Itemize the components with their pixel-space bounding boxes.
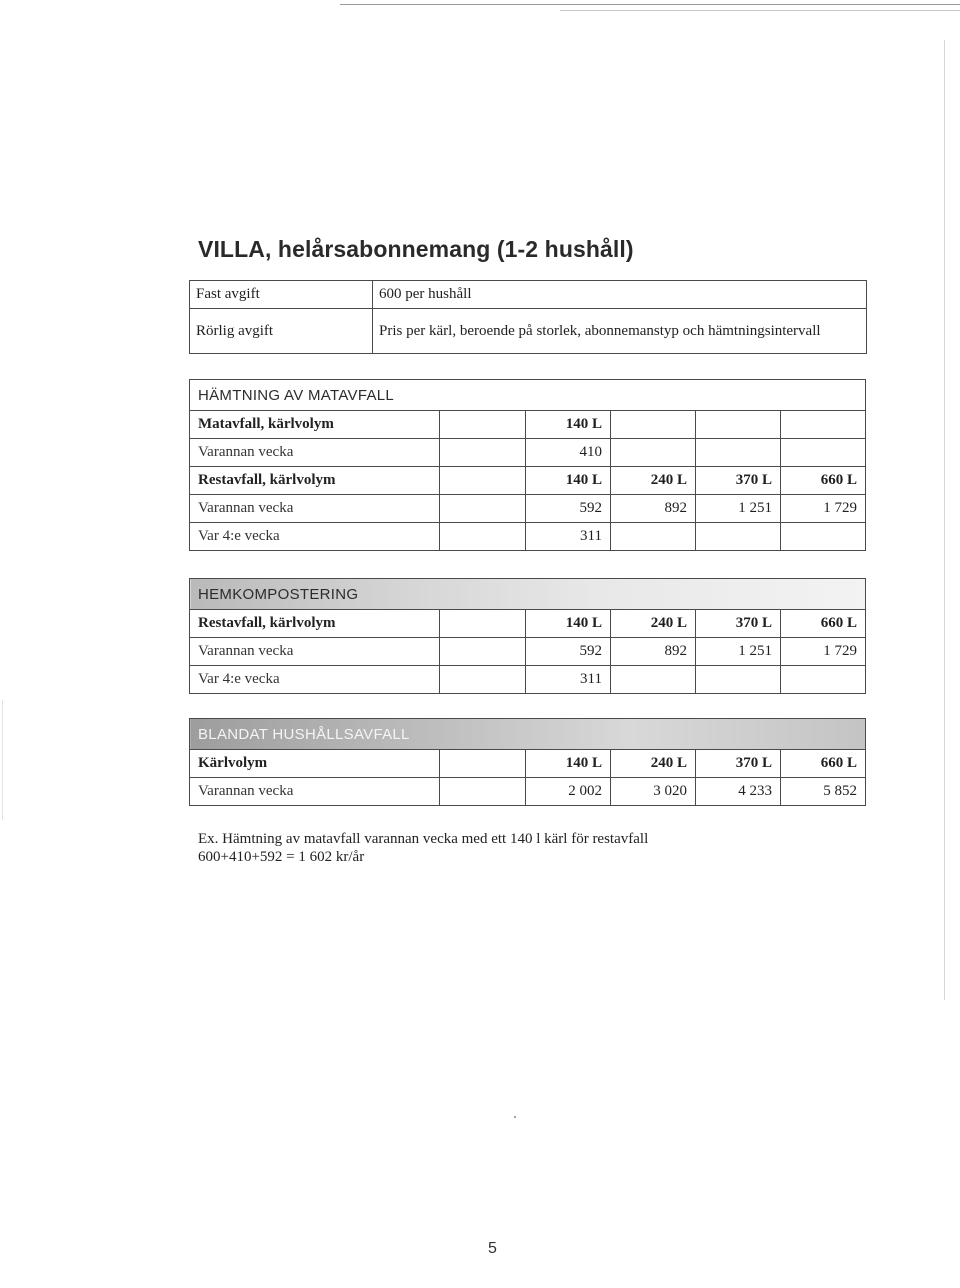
section-blandat-hushallsavfall-table	[189, 718, 866, 806]
fee-row-fixed	[190, 281, 867, 309]
value-cell: 140 L	[526, 750, 611, 778]
fixed-fee-value: 600 per hushåll	[373, 281, 867, 309]
value-cell	[611, 523, 696, 551]
row-label: Varannan vecka	[190, 495, 440, 523]
value-cell	[696, 666, 781, 694]
value-cell: 2 002	[526, 778, 611, 806]
table-row	[190, 411, 866, 439]
table-row	[190, 467, 866, 495]
value-cell	[781, 411, 866, 439]
value-cell: 240 L	[611, 610, 696, 638]
value-cell: 592	[526, 495, 611, 523]
table-row	[190, 778, 866, 806]
row-label: Varannan vecka	[190, 439, 440, 467]
value-cell: 370 L	[696, 610, 781, 638]
row-label: Var 4:e vecka	[190, 523, 440, 551]
scan-edge-line	[340, 4, 960, 5]
empty-cell	[440, 638, 526, 666]
fee-table	[189, 280, 867, 354]
value-cell: 311	[526, 523, 611, 551]
table-row	[190, 523, 866, 551]
section-heading-row	[190, 380, 866, 411]
scan-edge-line	[2, 700, 3, 820]
value-cell: 370 L	[696, 750, 781, 778]
value-cell: 140 L	[526, 467, 611, 495]
value-cell: 5 852	[781, 778, 866, 806]
value-cell: 140 L	[526, 610, 611, 638]
value-cell	[611, 666, 696, 694]
table-row	[190, 750, 866, 778]
empty-cell	[440, 610, 526, 638]
value-cell: 660 L	[781, 467, 866, 495]
table-row	[190, 666, 866, 694]
value-cell	[611, 439, 696, 467]
row-label: Matavfall, kärlvolym	[190, 411, 440, 439]
value-cell: 660 L	[781, 610, 866, 638]
empty-cell	[440, 495, 526, 523]
section-heading: HEMKOMPOSTERING	[190, 579, 866, 610]
page-title: VILLA, helårsabonnemang (1-2 hushåll)	[198, 236, 634, 262]
value-cell: 410	[526, 439, 611, 467]
value-cell: 4 233	[696, 778, 781, 806]
section-heading: HÄMTNING AV MATAVFALL	[190, 380, 866, 411]
empty-cell	[440, 523, 526, 551]
section-heading-row	[190, 719, 866, 750]
value-cell: 660 L	[781, 750, 866, 778]
scan-edge-line	[560, 10, 960, 11]
value-cell	[781, 439, 866, 467]
row-label: Restavfall, kärlvolym	[190, 467, 440, 495]
empty-cell	[440, 750, 526, 778]
value-cell	[611, 411, 696, 439]
empty-cell	[440, 467, 526, 495]
row-label: Restavfall, kärlvolym	[190, 610, 440, 638]
variable-fee-value: Pris per kärl, beroende på storlek, abonnemanstyp och hämtningsintervall	[373, 309, 867, 354]
row-label: Var 4:e vecka	[190, 666, 440, 694]
fixed-fee-label: Fast avgift	[190, 281, 373, 309]
value-cell	[781, 666, 866, 694]
empty-cell	[440, 778, 526, 806]
section-heading: BLANDAT HUSHÅLLSAVFALL	[190, 719, 866, 750]
section-heading-row	[190, 579, 866, 610]
empty-cell	[440, 666, 526, 694]
example-calculation: 600+410+592 = 1 602 kr/år	[198, 849, 365, 865]
value-cell: 892	[611, 638, 696, 666]
page-number: 5	[488, 1240, 497, 1257]
value-cell: 1 729	[781, 638, 866, 666]
variable-fee-label: Rörlig avgift	[190, 309, 373, 354]
table-row	[190, 439, 866, 467]
value-cell: 592	[526, 638, 611, 666]
value-cell	[696, 411, 781, 439]
value-cell: 3 020	[611, 778, 696, 806]
scan-edge-line	[944, 40, 945, 1000]
example-line: Ex. Hämtning av matavfall varannan vecka med ett 140 l kärl för restavfall	[198, 831, 649, 847]
value-cell	[696, 439, 781, 467]
value-cell: 1 251	[696, 495, 781, 523]
value-cell: 370 L	[696, 467, 781, 495]
scan-speck	[514, 1116, 516, 1118]
value-cell: 892	[611, 495, 696, 523]
section-hemkompostering-table	[189, 578, 866, 694]
example-note	[198, 830, 648, 866]
table-row	[190, 610, 866, 638]
value-cell	[696, 523, 781, 551]
value-cell	[781, 523, 866, 551]
value-cell: 240 L	[611, 467, 696, 495]
empty-cell	[440, 439, 526, 467]
row-label: Kärlvolym	[190, 750, 440, 778]
value-cell: 140 L	[526, 411, 611, 439]
empty-cell	[440, 411, 526, 439]
row-label: Varannan vecka	[190, 778, 440, 806]
fee-row-variable	[190, 309, 867, 354]
section-matavfall-table	[189, 379, 866, 551]
table-row	[190, 495, 866, 523]
row-label: Varannan vecka	[190, 638, 440, 666]
value-cell: 1 729	[781, 495, 866, 523]
value-cell: 311	[526, 666, 611, 694]
value-cell: 240 L	[611, 750, 696, 778]
value-cell: 1 251	[696, 638, 781, 666]
table-row	[190, 638, 866, 666]
